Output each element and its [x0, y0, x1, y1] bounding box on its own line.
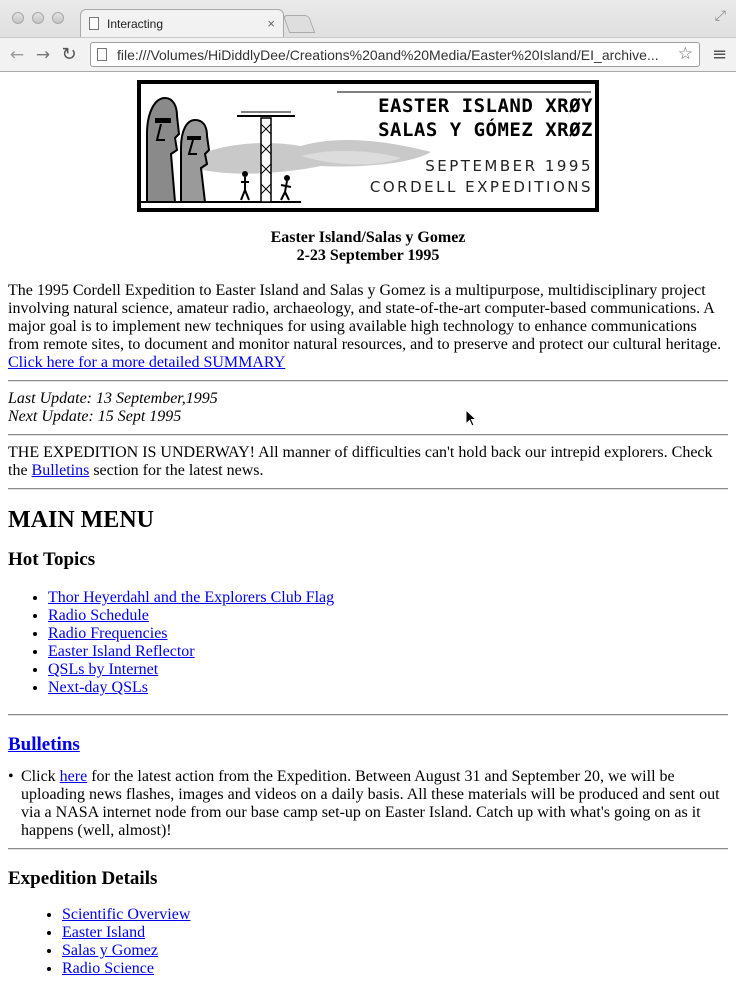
divider	[8, 714, 728, 716]
bulletins-text-end: for the latest action from the Expedition. Between August 31 and September 20, we will be uploading news flashes, images and videos on a daily basis. All these materials will be produced and sent out via a NASA internet node from our base camp set-up on Easter Island. Catch up with what's going on as it happens (well, almost)!	[21, 768, 720, 839]
banner-line-2: SALAS Y GÓMEZ XRØZ	[378, 119, 593, 141]
list-item	[48, 661, 728, 679]
next-update: Next Update: 15 Sept 1995	[8, 408, 182, 425]
bulletins-heading-link[interactable]: Bulletins	[8, 734, 80, 755]
list-item	[48, 643, 728, 661]
intro-paragraph	[8, 282, 728, 372]
forward-button[interactable]: →	[35, 44, 51, 65]
hot-topic-link[interactable]: Radio Frequencies	[48, 625, 168, 642]
browser-tab[interactable]	[80, 9, 284, 37]
hot-topic-link[interactable]: Next-day QSLs	[48, 679, 148, 696]
divider	[8, 848, 728, 850]
minimize-window-button[interactable]	[32, 12, 44, 24]
tab-close-icon[interactable]: ×	[267, 16, 275, 31]
banner-line-3: SEPTEMBER 1995	[425, 157, 593, 175]
page-dates: 2-23 September 1995	[296, 247, 440, 264]
window-controls	[12, 12, 64, 24]
mouse-cursor-icon	[465, 409, 477, 432]
list-item	[62, 924, 728, 942]
list-item	[62, 942, 728, 960]
page-title-text: Easter Island/Salas y Gomez	[270, 229, 466, 246]
expedition-details-list	[8, 906, 728, 978]
bulletins-paragraph	[8, 768, 728, 840]
reload-button[interactable]: ↻	[61, 44, 77, 65]
list-item	[48, 625, 728, 643]
close-window-button[interactable]	[12, 12, 24, 24]
browser-toolbar	[0, 37, 736, 71]
divider	[8, 380, 728, 382]
browser-menu-button[interactable]: ≡	[712, 44, 728, 65]
page-content	[0, 72, 736, 978]
status-text: THE EXPEDITION IS UNDERWAY! All manner of difficulties can't hold back our intrepid explorers. Check the	[8, 444, 713, 479]
banner-line-1: EASTER ISLAND XRØY	[378, 95, 593, 117]
zoom-window-button[interactable]	[52, 12, 64, 24]
summary-link[interactable]: Click here for a more detailed SUMMARY	[8, 354, 286, 371]
detail-link[interactable]: Easter Island	[62, 924, 146, 941]
bulletins-heading	[8, 734, 728, 756]
url-text[interactable]: file:///Volumes/HiDiddlyDee/Creations%20and%20Media/Easter%20Island/EI_archive...	[117, 46, 659, 63]
list-item	[62, 906, 728, 924]
document-icon	[89, 17, 99, 30]
detail-link[interactable]: Salas y Gomez	[62, 942, 158, 959]
back-button[interactable]: ←	[9, 44, 25, 65]
expedition-details-heading: Expedition Details	[8, 868, 158, 889]
browser-chrome	[0, 0, 736, 72]
hot-topics-heading: Hot Topics	[8, 549, 96, 570]
list-item	[48, 589, 728, 607]
list-item	[62, 960, 728, 978]
page-icon	[97, 48, 107, 61]
new-tab-button[interactable]	[283, 15, 316, 33]
intro-text: The 1995 Cordell Expedition to Easter Island and Salas y Gomez is a multipurpose, multidisciplinary project involving natural science, amateur radio, archaeology, and state-of-the-art computer-based communications. A major goal is to implement new techniques for using available high technology to enhance communications from remote sites, to document and monitor natural resources, and to preserve and protect our cultural heritage.	[8, 282, 722, 353]
bulletins-here-link[interactable]: here	[59, 768, 88, 785]
hot-topic-link[interactable]: Thor Heyerdahl and the Explorers Club Flag	[48, 589, 335, 606]
banner-wrap	[8, 80, 728, 212]
bulletins-inline-link[interactable]: Bulletins	[31, 462, 90, 479]
hot-topics-list	[8, 589, 728, 697]
bulletins-text: Click	[21, 768, 60, 785]
page-title	[8, 229, 728, 265]
last-update: Last Update: 13 September,1995	[8, 390, 218, 407]
fullscreen-icon[interactable]: ⤢	[714, 8, 726, 24]
hot-topic-link[interactable]: Easter Island Reflector	[48, 643, 195, 660]
tab-title: Interacting	[107, 16, 164, 31]
hot-topic-link[interactable]: QSLs by Internet	[48, 661, 159, 678]
bookmark-star-icon[interactable]: ☆	[677, 44, 693, 63]
status-text-end: section for the latest news.	[89, 462, 264, 479]
main-menu-heading: MAIN MENU	[8, 507, 154, 533]
detail-link[interactable]: Scientific Overview	[62, 906, 191, 923]
hot-topic-link[interactable]: Radio Schedule	[48, 607, 149, 624]
status-paragraph	[8, 444, 728, 480]
divider	[8, 488, 728, 490]
list-item	[48, 679, 728, 697]
update-info	[8, 390, 728, 426]
address-bar[interactable]	[90, 42, 700, 67]
list-item	[48, 607, 728, 625]
banner-line-4: CORDELL EXPEDITIONS	[369, 178, 593, 196]
detail-link[interactable]: Radio Science	[62, 960, 154, 977]
divider	[8, 434, 728, 436]
expedition-banner-image	[137, 80, 599, 212]
bullet-icon: •	[8, 768, 14, 785]
bulletins-text-block	[21, 768, 728, 840]
